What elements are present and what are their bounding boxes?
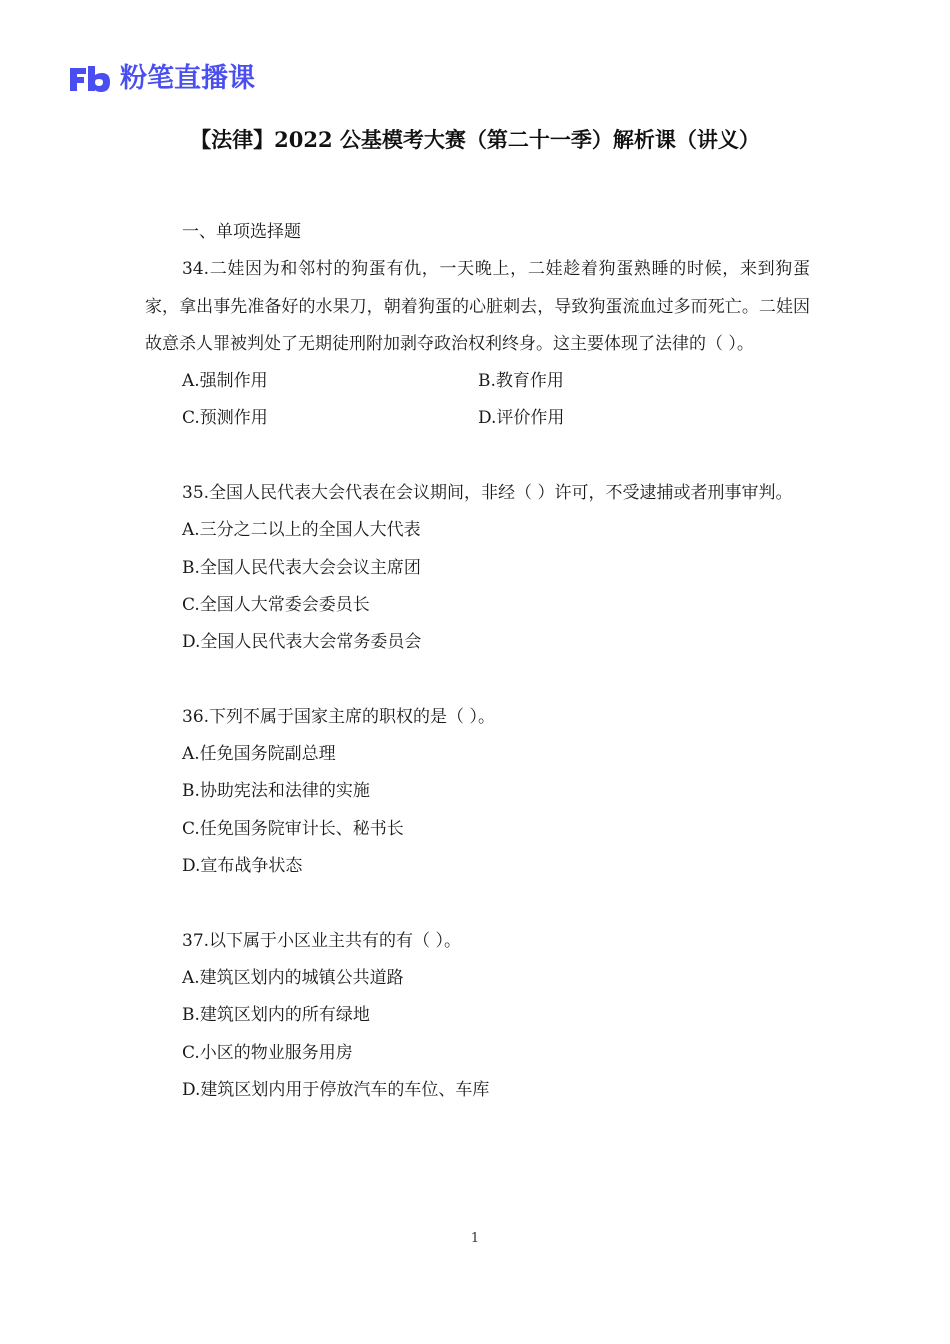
option-a: A.强制作用 xyxy=(182,371,268,392)
document-title: 【法律】2022 公基模考大赛（第二十一季）解析课（讲义） xyxy=(190,127,760,152)
option-a: A.建筑区划内的城镇公共道路 xyxy=(182,967,404,988)
document-body xyxy=(145,214,810,1109)
option-c: C.预测作用 xyxy=(182,408,268,429)
question-stem: 34.二娃因为和邻村的狗蛋有仇，一天晚上，二娃趁着狗蛋熟睡的时候，来到狗蛋家，拿出事先准备好的水果刀，朝着狗蛋的心脏刺去，导致狗蛋流血过多而死亡。二娃因故意杀人罪被判处了无期徒刑附加剥夺政治权利终身。这主要体现了法律的（ ）。 xyxy=(145,259,810,354)
option-b: B.建筑区划内的所有绿地 xyxy=(182,1005,370,1026)
option-a: A.任免国务院副总理 xyxy=(182,744,336,765)
page-number: 1 xyxy=(470,1231,480,1246)
question-stem: 37.以下属于小区业主共有的有（ ）。 xyxy=(182,930,461,951)
brand-name: 粉笔直播课 xyxy=(120,63,255,94)
option-d: D.评价作用 xyxy=(478,408,565,429)
option-c: C.小区的物业服务用房 xyxy=(182,1042,353,1063)
question-stem: 36.下列不属于国家主席的职权的是（ ）。 xyxy=(182,706,495,727)
option-a: A.三分之二以上的全国人大代表 xyxy=(182,520,421,541)
option-d: D.宣布战争状态 xyxy=(182,856,303,877)
option-b: B.协助宪法和法律的实施 xyxy=(182,781,370,802)
section-heading: 一、单项选择题 xyxy=(182,222,301,242)
option-b: B.教育作用 xyxy=(478,371,564,392)
option-b: B.全国人民代表大会会议主席团 xyxy=(182,557,421,578)
option-row xyxy=(145,363,810,400)
fb-logo-icon xyxy=(68,64,112,94)
option-c: C.任免国务院审计长、秘书长 xyxy=(182,818,404,839)
brand-logo xyxy=(68,62,255,96)
option-d: D.全国人民代表大会常务委员会 xyxy=(182,632,422,653)
option-row xyxy=(145,400,810,437)
option-c: C.全国人大常委会委员长 xyxy=(182,594,370,615)
option-d: D.建筑区划内用于停放汽车的车位、车库 xyxy=(182,1079,490,1100)
question-stem: 35.全国人民代表大会代表在会议期间，非经（ ）许可，不受逮捕或者刑事审判。 xyxy=(182,483,793,504)
